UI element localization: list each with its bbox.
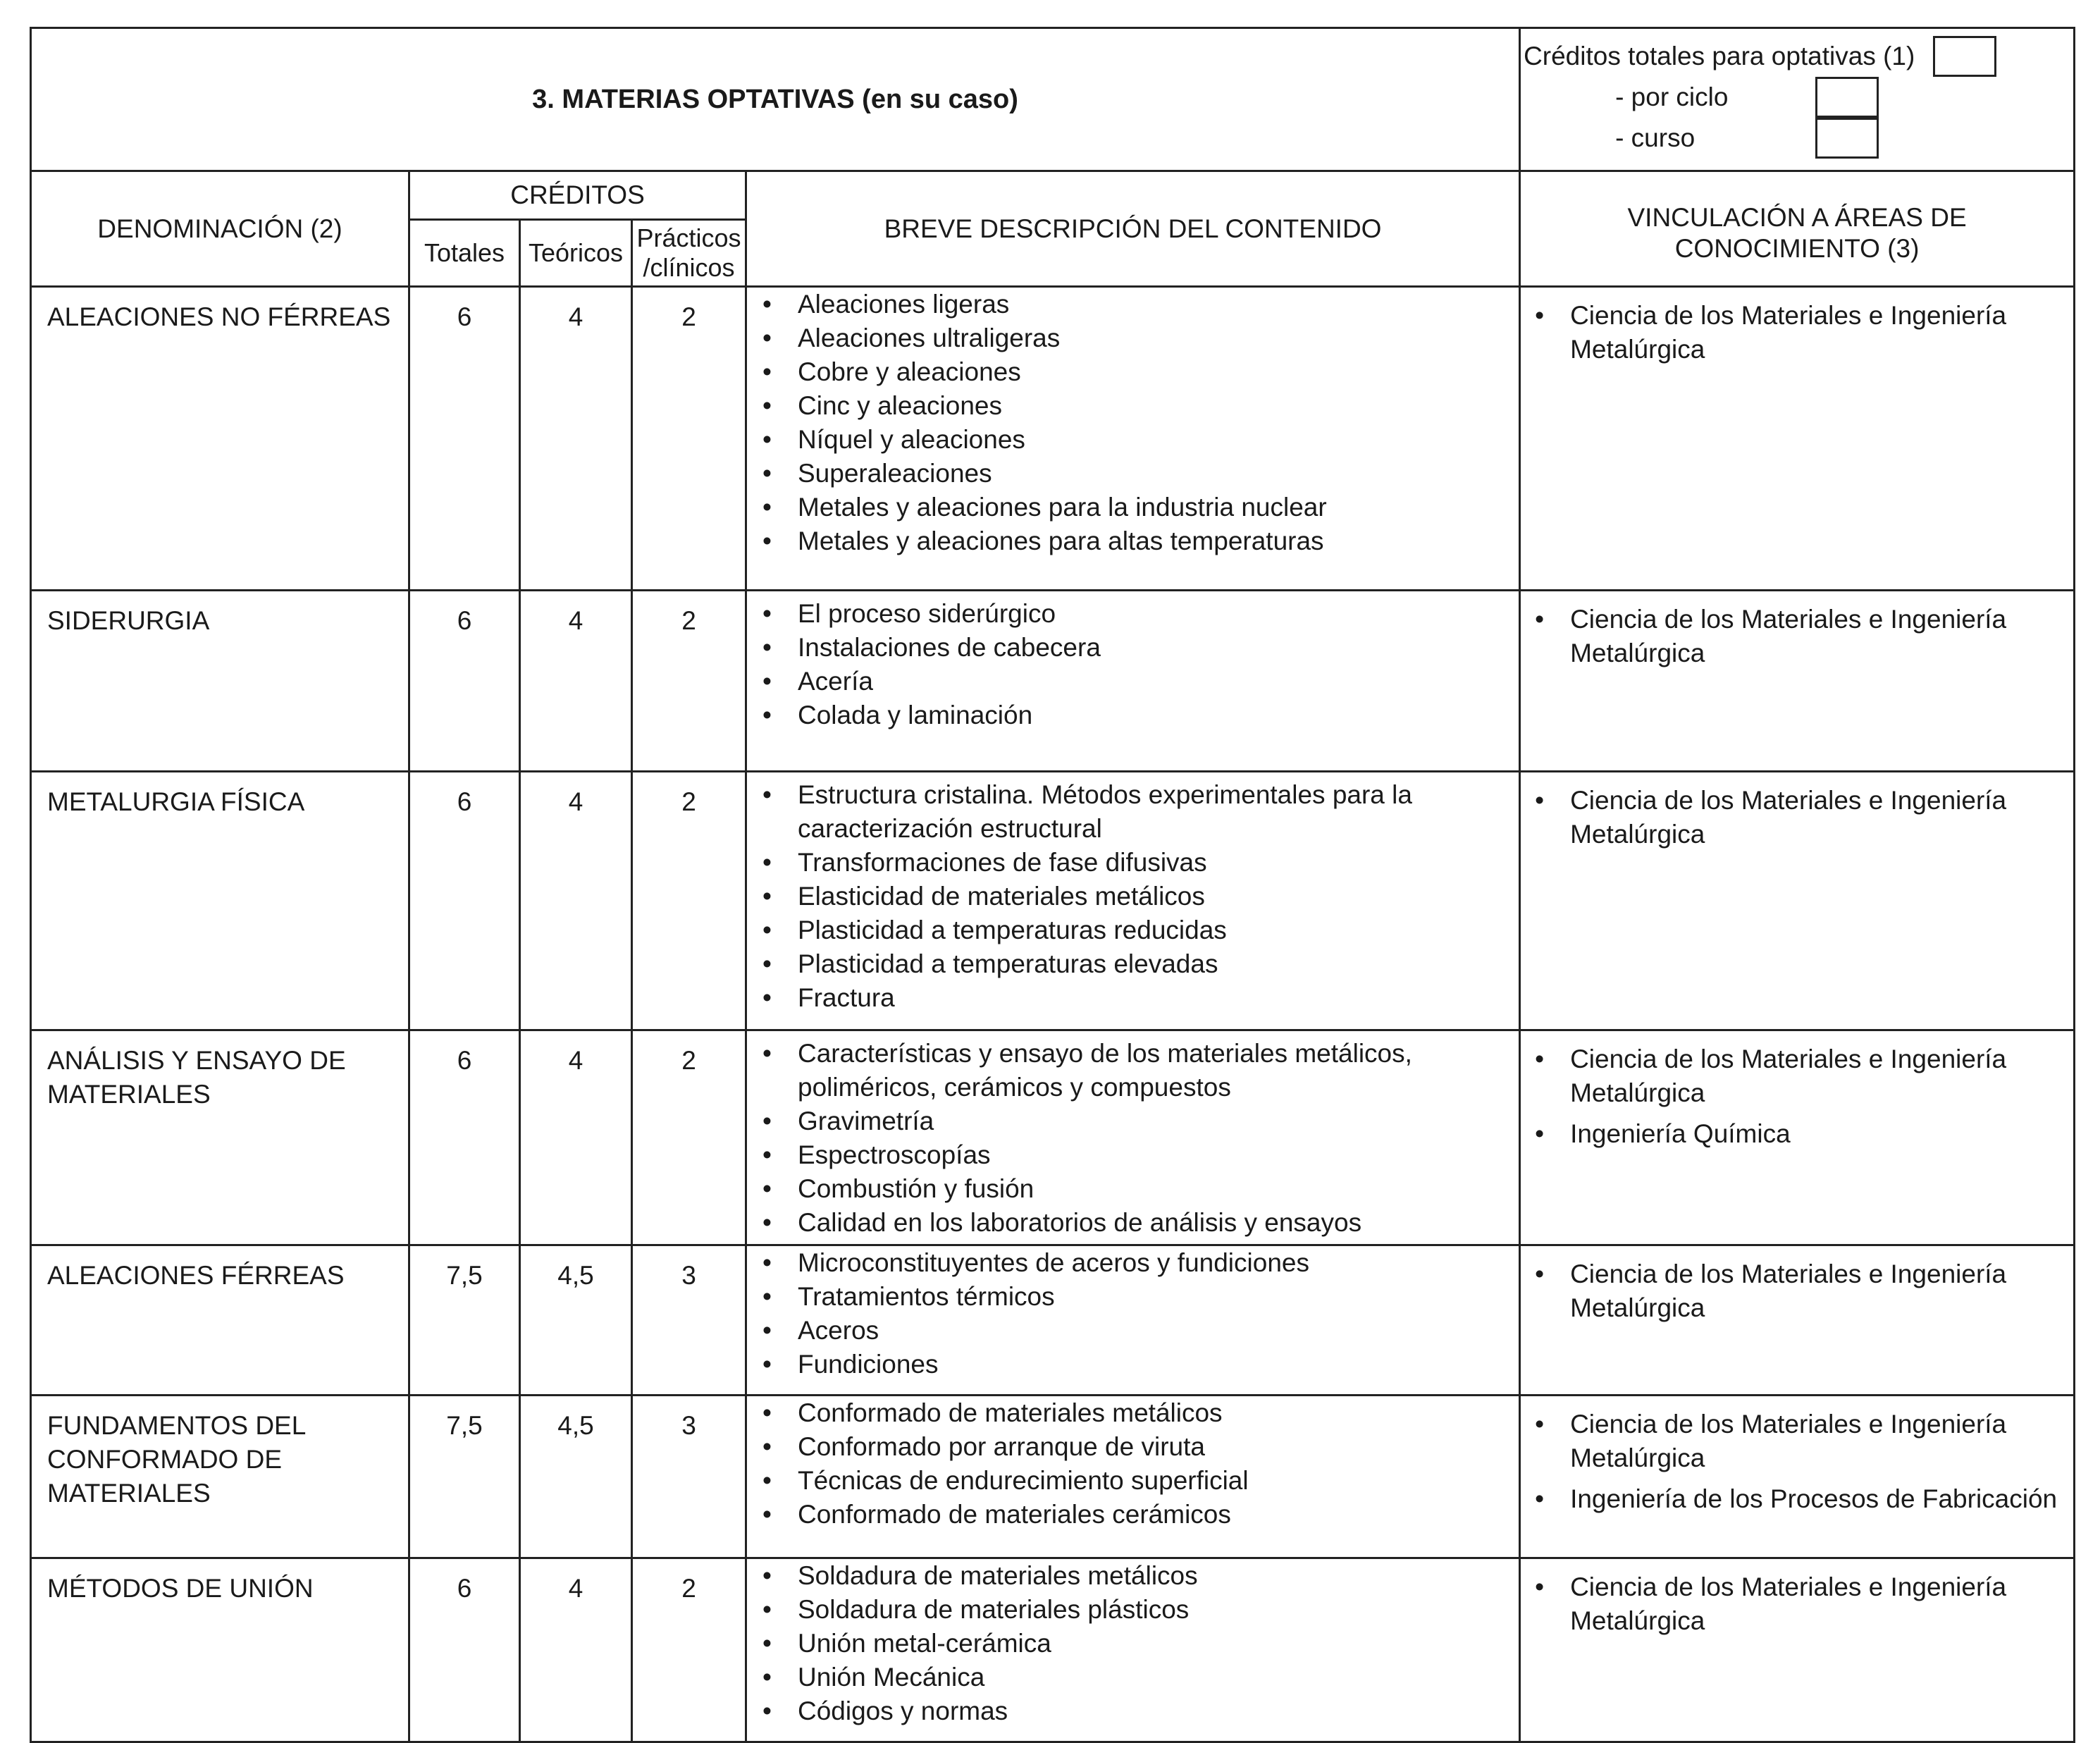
list-item: • Superaleaciones	[761, 457, 1512, 491]
creditos-totales-panel	[1520, 28, 2075, 171]
areas-cell	[1520, 1558, 2075, 1742]
creditos-totales: 7,5	[409, 1245, 520, 1396]
creditos-totales-row	[1524, 36, 2073, 77]
practicos-header	[632, 220, 746, 287]
list-item: • Plasticidad a temperaturas reducidas	[761, 913, 1512, 947]
list-item: • Estructura cristalina. Métodos experimentales para la caracterización estructural	[761, 778, 1512, 846]
list-item: • Aceros	[761, 1314, 1512, 1348]
list-item: • Acería	[761, 665, 1512, 698]
creditos-teoricos: 4,5	[520, 1396, 632, 1558]
denominacion-header: DENOMINACIÓN (2)	[31, 171, 409, 287]
por-ciclo-row	[1524, 77, 2073, 118]
creditos-practicos: 3	[632, 1396, 746, 1558]
list-item: • Soldadura de materiales metálicos	[761, 1559, 1512, 1593]
curso-row	[1524, 118, 2073, 159]
curso-label: - curso	[1615, 123, 1696, 152]
list-item: • Conformado de materiales metálicos	[761, 1396, 1512, 1430]
areas-cell	[1520, 591, 2075, 772]
creditos-header: CRÉDITOS	[409, 171, 746, 220]
list-item: • Colada y laminación	[761, 698, 1512, 732]
areas-cell	[1520, 1396, 2075, 1558]
area-item: • Ciencia de los Materiales e Ingeniería Metalúrgica	[1533, 784, 2059, 851]
column-header-row	[31, 171, 2075, 220]
list-item: • Cinc y aleaciones	[761, 389, 1512, 423]
table-row	[31, 1030, 2075, 1245]
header-row	[31, 28, 2075, 171]
creditos-teoricos: 4	[520, 591, 632, 772]
list-item: • Conformado de materiales cerámicos	[761, 1498, 1512, 1532]
list-item: • El proceso siderúrgico	[761, 597, 1512, 631]
practicos-header-line1: Prácticos	[636, 223, 741, 252]
materia-name: ALEACIONES FÉRREAS	[31, 1245, 409, 1396]
materia-name: METALURGIA FÍSICA	[31, 772, 409, 1030]
contenido-cell	[746, 1030, 1520, 1245]
list-item: • Cobre y aleaciones	[761, 355, 1512, 389]
materia-name: FUNDAMENTOS DEL CONFORMADO DE MATERIALES	[31, 1396, 409, 1558]
contenido-cell	[746, 1396, 1520, 1558]
table-row	[31, 772, 2075, 1030]
area-item: • Ciencia de los Materiales e Ingeniería Metalúrgica	[1533, 1042, 2059, 1110]
area-item: • Ciencia de los Materiales e Ingeniería Metalúrgica	[1533, 299, 2059, 367]
table-row	[31, 591, 2075, 772]
creditos-teoricos: 4	[520, 772, 632, 1030]
curso-box[interactable]	[1815, 118, 1879, 159]
list-item: • Espectroscopías	[761, 1138, 1512, 1172]
area-item: • Ciencia de los Materiales e Ingeniería Metalúrgica	[1533, 1257, 2059, 1325]
list-item: • Gravimetría	[761, 1104, 1512, 1138]
area-item: • Ciencia de los Materiales e Ingeniería Metalúrgica	[1533, 1570, 2059, 1638]
area-item: • Ciencia de los Materiales e Ingeniería Metalúrgica	[1533, 603, 2059, 670]
creditos-practicos: 2	[632, 772, 746, 1030]
contenido-cell	[746, 1558, 1520, 1742]
creditos-practicos: 2	[632, 287, 746, 591]
list-item: • Tratamientos térmicos	[761, 1280, 1512, 1314]
creditos-practicos: 2	[632, 1558, 746, 1742]
areas-cell	[1520, 772, 2075, 1030]
creditos-teoricos: 4	[520, 287, 632, 591]
creditos-totales: 6	[409, 287, 520, 591]
area-item: • Ingeniería de los Procesos de Fabricación	[1533, 1482, 2059, 1516]
list-item: • Soldadura de materiales plásticos	[761, 1593, 1512, 1627]
creditos-teoricos: 4	[520, 1030, 632, 1245]
list-item: • Características y ensayo de los materiales metálicos, poliméricos, cerámicos y compuestos	[761, 1037, 1512, 1104]
list-item: • Técnicas de endurecimiento superficial	[761, 1464, 1512, 1498]
list-item: • Metales y aleaciones para altas temperaturas	[761, 524, 1512, 558]
list-item: • Unión Mecánica	[761, 1661, 1512, 1694]
materia-name: ALEACIONES NO FÉRREAS	[31, 287, 409, 591]
materia-name: SIDERURGIA	[31, 591, 409, 772]
optativas-table	[30, 27, 2075, 1743]
creditos-totales: 6	[409, 591, 520, 772]
list-item: • Fundiciones	[761, 1348, 1512, 1381]
optativas-form	[30, 27, 2073, 1743]
por-ciclo-label: - por ciclo	[1615, 82, 1729, 111]
area-item: • Ingeniería Química	[1533, 1117, 2059, 1151]
areas-cell	[1520, 1030, 2075, 1245]
contenido-cell	[746, 772, 1520, 1030]
list-item: • Conformado por arranque de viruta	[761, 1430, 1512, 1464]
table-row	[31, 1558, 2075, 1742]
practicos-header-line2: /clínicos	[643, 253, 735, 282]
list-item: • Códigos y normas	[761, 1694, 1512, 1728]
creditos-totales: 6	[409, 1030, 520, 1245]
area-item: • Ciencia de los Materiales e Ingeniería Metalúrgica	[1533, 1408, 2059, 1475]
table-row	[31, 1245, 2075, 1396]
teoricos-header: Teóricos	[520, 220, 632, 287]
list-item: • Calidad en los laboratorios de análisis y ensayos	[761, 1206, 1512, 1240]
creditos-teoricos: 4	[520, 1558, 632, 1742]
vinculacion-header-line1: VINCULACIÓN A ÁREAS DE	[1627, 202, 1967, 232]
creditos-practicos: 2	[632, 591, 746, 772]
areas-cell	[1520, 1245, 2075, 1396]
list-item: • Microconstituyentes de aceros y fundiciones	[761, 1246, 1512, 1280]
list-item: • Aleaciones ultraligeras	[761, 321, 1512, 355]
list-item: • Fractura	[761, 981, 1512, 1015]
contenido-cell	[746, 1245, 1520, 1396]
creditos-practicos: 3	[632, 1245, 746, 1396]
vinculacion-header-line2: CONOCIMIENTO (3)	[1674, 233, 1920, 263]
descripcion-header: BREVE DESCRIPCIÓN DEL CONTENIDO	[746, 171, 1520, 287]
list-item: • Metales y aleaciones para la industria nuclear	[761, 491, 1512, 524]
creditos-totales-label: Créditos totales para optativas (1)	[1524, 42, 1915, 70]
creditos-totales: 7,5	[409, 1396, 520, 1558]
por-ciclo-box[interactable]	[1815, 77, 1879, 118]
list-item: • Aleaciones ligeras	[761, 288, 1512, 321]
contenido-cell	[746, 591, 1520, 772]
creditos-totales: 6	[409, 1558, 520, 1742]
creditos-practicos: 2	[632, 1030, 746, 1245]
list-item: • Unión metal-cerámica	[761, 1627, 1512, 1661]
list-item: • Instalaciones de cabecera	[761, 631, 1512, 665]
materia-name: MÉTODOS DE UNIÓN	[31, 1558, 409, 1742]
list-item: • Níquel y aleaciones	[761, 423, 1512, 457]
list-item: • Plasticidad a temperaturas elevadas	[761, 947, 1512, 981]
creditos-teoricos: 4,5	[520, 1245, 632, 1396]
table-row	[31, 1396, 2075, 1558]
creditos-totales: 6	[409, 772, 520, 1030]
creditos-totales-box[interactable]	[1933, 36, 1996, 77]
table-row	[31, 287, 2075, 591]
section-title: 3. MATERIAS OPTATIVAS (en su caso)	[31, 28, 1520, 171]
contenido-cell	[746, 287, 1520, 591]
materia-name: ANÁLISIS Y ENSAYO DE MATERIALES	[31, 1030, 409, 1245]
list-item: • Elasticidad de materiales metálicos	[761, 880, 1512, 913]
vinculacion-header	[1520, 171, 2075, 287]
totales-header: Totales	[409, 220, 520, 287]
areas-cell	[1520, 287, 2075, 591]
list-item: • Combustión y fusión	[761, 1172, 1512, 1206]
list-item: • Transformaciones de fase difusivas	[761, 846, 1512, 880]
